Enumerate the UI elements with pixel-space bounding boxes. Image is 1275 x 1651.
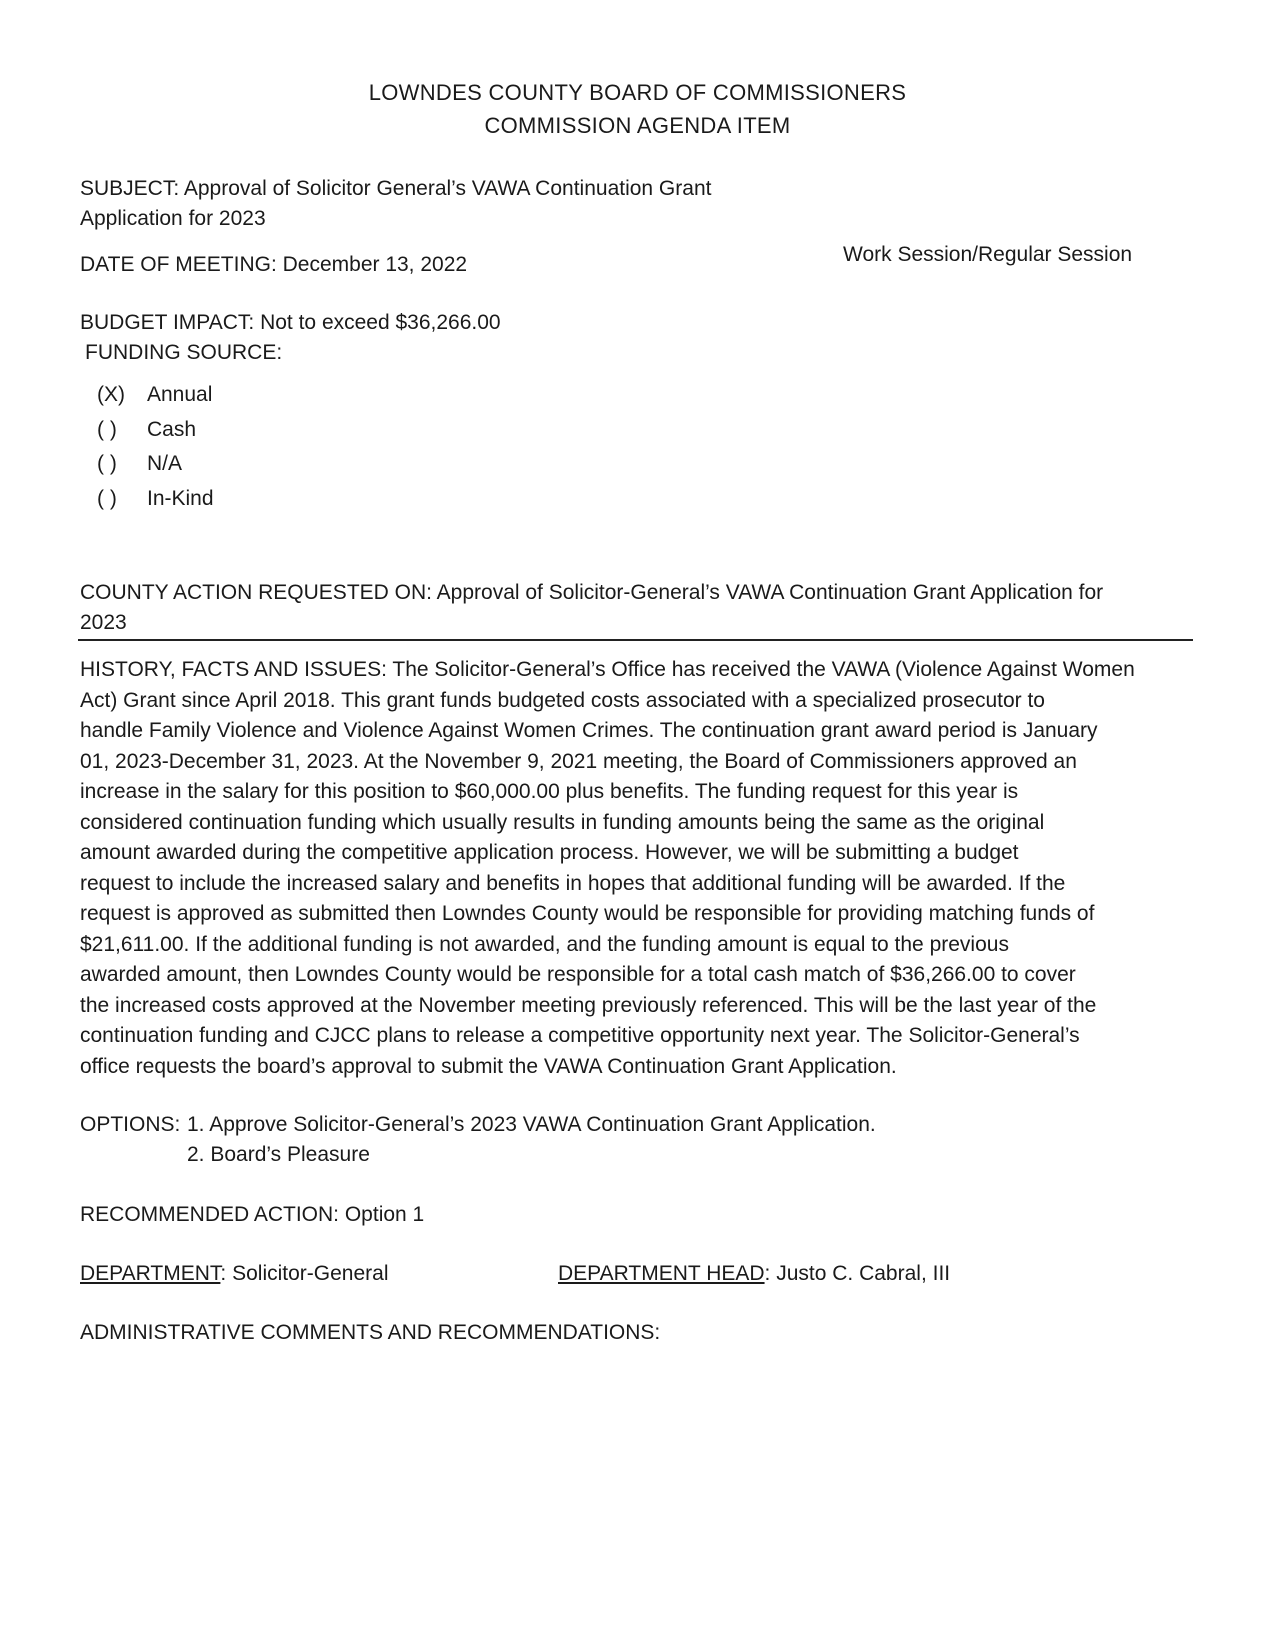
department-head-value: : Justo C. Cabral, III — [764, 1262, 951, 1285]
funding-source-options — [97, 378, 214, 516]
options-row-1 — [80, 1110, 876, 1140]
funding-option-cash — [97, 413, 214, 448]
options-row-2 — [80, 1140, 876, 1170]
county-action-requested — [80, 578, 1200, 638]
options-label-spacer — [80, 1140, 187, 1170]
action-line-2: 2023 — [80, 611, 127, 634]
funding-option-label: N/A — [147, 452, 183, 475]
history-line: request is approved as submitted then Lowndes County would be responsible for providing matching funds of — [80, 902, 1095, 925]
funding-option-mark: (X) — [97, 383, 125, 406]
history-line: increase in the salary for this position to $60,000.00 plus benefits. The funding request for this year is — [80, 780, 1019, 803]
funding-option-mark: ( ) — [97, 486, 117, 510]
header-title: LOWNDES COUNTY BOARD OF COMMISSIONERS — [368, 80, 907, 105]
section-divider — [78, 639, 1193, 641]
history-line: request to include the increased salary and benefits in hopes that additional funding will be awarded. If the — [80, 871, 1066, 895]
options-label: OPTIONS: — [80, 1113, 181, 1136]
history-line: the increased costs approved at the November meeting previously referenced. This will be the last year of the — [80, 993, 1097, 1017]
funding-option-na — [97, 447, 214, 482]
funding-source-label: FUNDING SOURCE: — [85, 341, 283, 364]
header-subtitle: COMMISSION AGENDA ITEM — [484, 113, 791, 138]
history-line: HISTORY, FACTS AND ISSUES: The Solicitor-General’s Office has received the VAWA (Violence Against Women — [80, 658, 1135, 681]
history-facts-issues — [80, 655, 1205, 1082]
history-line: awarded amount, then Lowndes County would be responsible for a total cash match of $36,266.00 to cover — [80, 963, 1076, 986]
option-item-2: 2. Board’s Pleasure — [187, 1143, 370, 1166]
subject-line-2: Application for 2023 — [80, 207, 266, 230]
meeting-date: DATE OF MEETING: December 13, 2022 — [80, 253, 468, 276]
history-line: office requests the board’s approval to submit the VAWA Continuation Grant Application. — [80, 1054, 897, 1078]
department-head-field — [558, 1259, 950, 1289]
history-line: Act) Grant since April 2018. This grant funds budgeted costs associated with a specialized prosecutor to — [80, 688, 1045, 712]
department-value: : Solicitor-General — [220, 1262, 389, 1285]
funding-option-mark: ( ) — [97, 452, 117, 475]
funding-option-label: Annual — [147, 383, 213, 406]
budget-impact: BUDGET IMPACT: Not to exceed $36,266.00 — [80, 311, 501, 334]
session-type: Work Session/Regular Session — [843, 243, 1133, 266]
department-label: DEPARTMENT — [80, 1262, 221, 1285]
action-line-1: COUNTY ACTION REQUESTED ON: Approval of Solicitor-General’s VAWA Continuation Grant Application for — [80, 581, 1104, 604]
funding-option-in-kind — [97, 482, 214, 517]
history-line: amount awarded during the competitive application process. However, we will be submitting a budget — [80, 841, 1019, 864]
document-header — [0, 76, 1275, 142]
option-item-1: 1. Approve Solicitor-General’s 2023 VAWA Continuation Grant Application. — [187, 1113, 876, 1136]
funding-option-label: Cash — [147, 417, 197, 441]
department-field — [80, 1259, 388, 1289]
subject-line-1: SUBJECT: Approval of Solicitor General’s VAWA Continuation Grant — [80, 177, 712, 200]
options-section — [80, 1110, 876, 1170]
funding-option-mark: ( ) — [97, 417, 117, 441]
funding-option-annual — [97, 378, 214, 413]
subject-section — [80, 174, 780, 234]
administrative-comments: ADMINISTRATIVE COMMENTS AND RECOMMENDATIONS: — [80, 1321, 661, 1344]
history-line: handle Family Violence and Violence Against Women Crimes. The continuation grant award period is January — [80, 719, 1098, 742]
department-head-label: DEPARTMENT HEAD — [558, 1262, 765, 1285]
funding-option-label: In-Kind — [147, 486, 214, 510]
history-line: 01, 2023-December 31, 2023. At the November 9, 2021 meeting, the Board of Commissioners approved an — [80, 749, 1077, 773]
history-line: $21,611.00. If the additional funding is not awarded, and the funding amount is equal to the previous — [80, 932, 1009, 956]
history-line: considered continuation funding which usually results in funding amounts being the same as the original — [80, 810, 1045, 834]
recommended-action: RECOMMENDED ACTION: Option 1 — [80, 1203, 425, 1226]
history-line: continuation funding and CJCC plans to release a competitive opportunity next year. The Solicitor-General’s — [80, 1024, 1080, 1047]
